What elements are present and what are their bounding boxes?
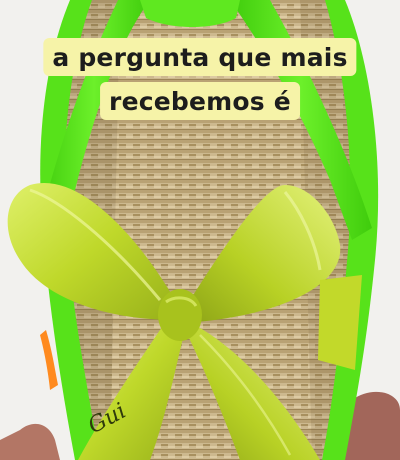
signature-text: Gui	[84, 398, 131, 439]
caption-line-1: a pergunta que mais	[43, 38, 356, 76]
caption-line-2: recebemos é	[100, 82, 300, 120]
bow-wing-right	[318, 275, 362, 370]
